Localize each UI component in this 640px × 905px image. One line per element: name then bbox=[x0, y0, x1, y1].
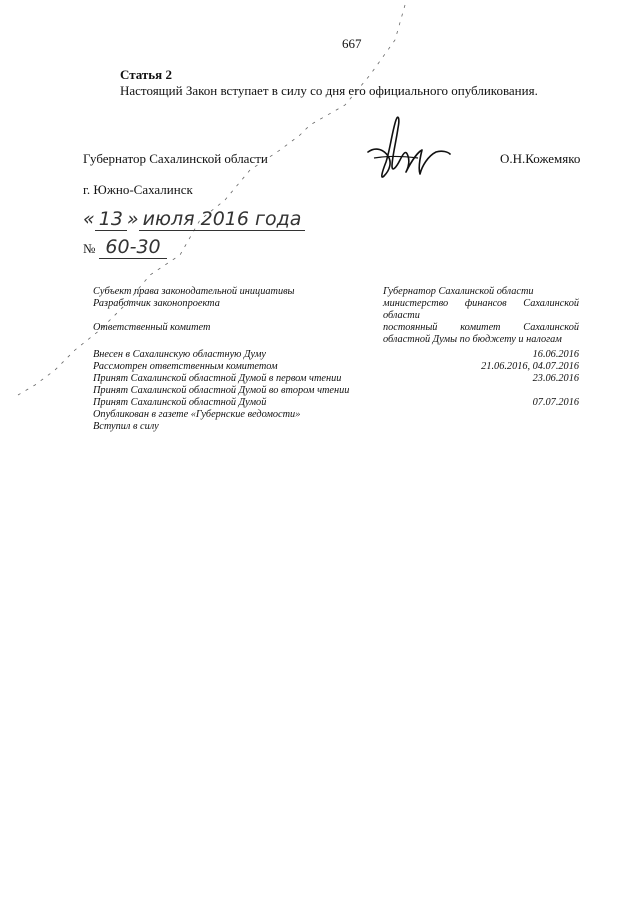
signing-date bbox=[83, 208, 305, 231]
law-number-prefix: № bbox=[83, 241, 96, 256]
developer-label: Разработчик законопроекта bbox=[93, 298, 220, 309]
in-force-label: Вступил в силу bbox=[93, 421, 159, 432]
subject-label: Субъект права законодательной инициативы bbox=[93, 286, 295, 297]
committee-value-line1: постоянный комитет Сахалинской bbox=[383, 322, 579, 333]
published-label: Опубликован в газете «Губернские ведомости» bbox=[93, 409, 301, 420]
date-day: 13 bbox=[95, 208, 127, 231]
article-title: Статья 2 bbox=[120, 67, 172, 82]
date-open-quote: « bbox=[83, 208, 95, 230]
reviewed-label: Рассмотрен ответственным комитетом bbox=[93, 361, 278, 372]
city: г. Южно-Сахалинск bbox=[83, 182, 193, 197]
page-number: 667 bbox=[342, 36, 362, 51]
date-close-quote: » bbox=[126, 208, 139, 230]
second-reading-label: Принят Сахалинской областной Думой во втором чтении bbox=[93, 385, 350, 396]
committee-value-line2: областной Думы по бюджету и налогам bbox=[383, 334, 562, 345]
adopted-date: 07.07.2016 bbox=[532, 397, 579, 408]
governor-name: О.Н.Кожемяко bbox=[500, 151, 581, 166]
developer-value-line1: министерство финансов Сахалинской bbox=[383, 298, 579, 309]
first-reading-date: 23.06.2016 bbox=[532, 373, 579, 384]
signature-image bbox=[362, 110, 452, 190]
reviewed-date: 21.06.2016, 04.07.2016 bbox=[481, 361, 579, 372]
date-month-year: июля 2016 года bbox=[139, 208, 306, 231]
adopted-label: Принят Сахалинской областной Думой bbox=[93, 397, 267, 408]
developer-value-line2: области bbox=[383, 310, 420, 321]
introduced-date: 16.06.2016 bbox=[532, 349, 579, 360]
governor-title: Губернатор Сахалинской области bbox=[83, 151, 268, 166]
law-number-value: 60-30 bbox=[99, 236, 166, 259]
subject-value: Губернатор Сахалинской области bbox=[383, 286, 534, 297]
article-text: Настоящий Закон вступает в силу со дня его официального опубликования. bbox=[120, 83, 538, 98]
first-reading-label: Принят Сахалинской областной Думой в первом чтении bbox=[93, 373, 342, 384]
law-number bbox=[83, 236, 167, 258]
introduced-label: Внесен в Сахалинскую областную Думу bbox=[93, 349, 266, 360]
committee-label: Ответственный комитет bbox=[93, 322, 211, 333]
